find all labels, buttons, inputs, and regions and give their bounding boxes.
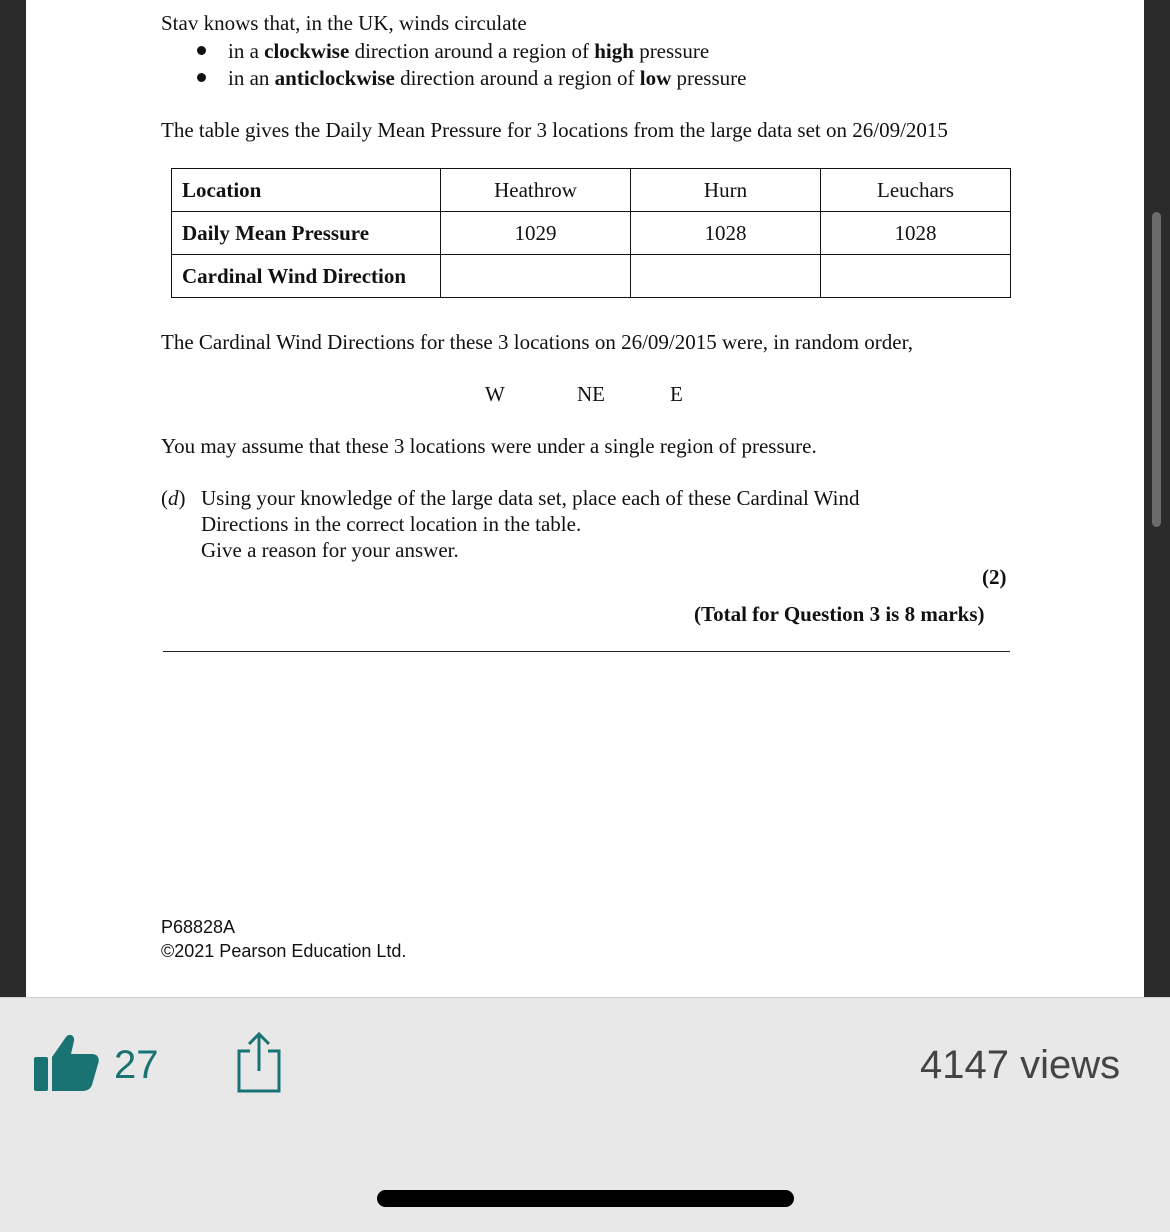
intro-text: Stav knows that, in the UK, winds circulate <box>161 11 527 35</box>
table-cell: 1028 <box>631 212 821 255</box>
home-indicator[interactable] <box>377 1190 794 1207</box>
table-row <box>172 255 1011 298</box>
section-divider <box>163 651 1010 652</box>
row-header: Location <box>172 169 441 212</box>
thumbs-up-icon <box>34 1033 100 1093</box>
marks-label: (2) <box>982 565 1007 589</box>
share-icon <box>235 1031 283 1095</box>
view-count: 4147 views <box>920 1043 1121 1087</box>
bullet-dot <box>197 46 206 55</box>
part-text: Using your knowledge of the large data set, place each of these Cardinal Wind <box>201 486 860 510</box>
table-cell: Hurn <box>631 169 821 212</box>
like-count: 27 <box>114 1043 159 1087</box>
scrollbar-thumb[interactable] <box>1152 212 1161 527</box>
table-row <box>172 169 1011 212</box>
row-header: Cardinal Wind Direction <box>172 255 441 298</box>
part-text: Give a reason for your answer. <box>201 538 459 562</box>
assumption-text: You may assume that these 3 locations were under a single region of pressure. <box>161 434 817 458</box>
row-header: Daily Mean Pressure <box>172 212 441 255</box>
like-button[interactable] <box>34 1033 100 1093</box>
direction-label: NE <box>577 382 605 406</box>
copyright-text: ©2021 Pearson Education Ltd. <box>161 941 407 961</box>
table-row <box>172 212 1011 255</box>
left-frame <box>0 0 26 997</box>
table-intro-text: The table gives the Daily Mean Pressure for 3 locations from the large data set on 26/09/2015 <box>161 118 948 142</box>
table-cell: Heathrow <box>441 169 631 212</box>
bullet-item-anticlockwise: in an anticlockwise direction around a region of low pressure <box>228 66 747 90</box>
share-button[interactable] <box>235 1031 283 1095</box>
part-label: (d) <box>161 486 186 510</box>
bullet-item-clockwise: in a clockwise direction around a region of high pressure <box>228 39 710 63</box>
direction-label: W <box>485 382 505 406</box>
paper-code: P68828A <box>161 917 236 937</box>
table-cell <box>821 255 1011 298</box>
directions-intro-text: The Cardinal Wind Directions for these 3 locations on 26/09/2015 were, in random order, <box>161 330 913 354</box>
table-cell: Leuchars <box>821 169 1011 212</box>
table-cell <box>441 255 631 298</box>
bullet-dot <box>197 73 206 82</box>
table-cell: 1028 <box>821 212 1011 255</box>
total-marks-label: (Total for Question 3 is 8 marks) <box>694 602 985 626</box>
part-text: Directions in the correct location in the table. <box>201 512 582 536</box>
direction-label: E <box>670 382 683 406</box>
table-cell <box>631 255 821 298</box>
table-cell: 1029 <box>441 212 631 255</box>
pressure-table <box>171 168 1011 298</box>
